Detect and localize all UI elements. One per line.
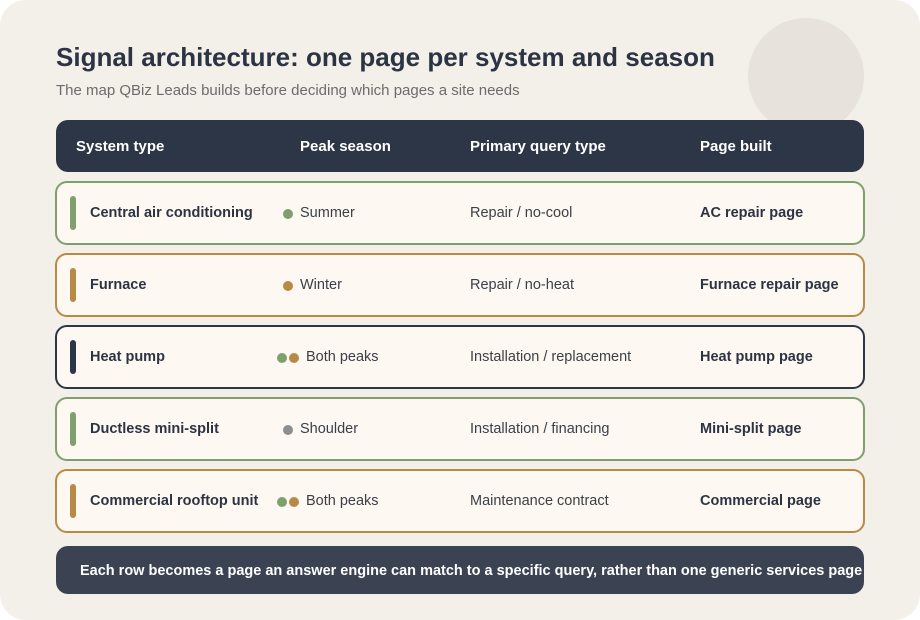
decorative-circle [748,18,864,134]
row-peak-season: Both peaks [306,349,379,365]
season-dot [289,353,299,363]
row-query-type: Maintenance contract [470,493,609,509]
row-accent-bar [70,484,76,518]
season-dot [283,209,293,219]
page-subtitle: The map QBiz Leads builds before deciding which pages a site needs [56,82,520,99]
row-peak-season: Summer [300,205,355,221]
season-dot [277,497,287,507]
table-row [55,325,865,389]
row-accent-bar [70,412,76,446]
page-title: Signal architecture: one page per system and season [56,42,715,72]
table-row [55,469,865,533]
header-primary-query-type: Primary query type [470,138,606,155]
table-row [55,397,865,461]
row-query-type: Installation / financing [470,421,610,437]
row-query-type: Installation / replacement [470,349,632,365]
row-accent-bar [70,196,76,230]
row-peak-season: Both peaks [306,493,379,509]
header-page-built: Page built [700,138,772,155]
header-peak-season: Peak season [300,138,391,155]
row-system-type: Heat pump [90,349,165,365]
footer-text: Each row becomes a page an answer engine can match to a specific query, rather than one generic services page [80,563,863,579]
row-system-type: Furnace [90,277,147,293]
table-row [55,253,865,317]
season-dots [277,497,299,507]
row-page-built: Commercial page [700,493,821,509]
row-system-type: Central air conditioning [90,205,253,221]
row-query-type: Repair / no-cool [470,205,573,221]
row-peak-season: Shoulder [300,421,359,437]
row-system-type: Commercial rooftop unit [90,493,259,509]
row-page-built: AC repair page [700,205,804,221]
table-header [56,120,864,172]
row-page-built: Mini-split page [700,421,802,437]
row-page-built: Heat pump page [700,349,813,365]
row-accent-bar [70,340,76,374]
table-row [55,181,865,245]
footer-note [56,546,864,594]
row-peak-season: Winter [300,277,342,293]
row-system-type: Ductless mini-split [90,421,219,437]
row-query-type: Repair / no-heat [470,277,574,293]
season-dots [283,281,293,291]
row-page-built: Furnace repair page [700,277,839,293]
season-dot [277,353,287,363]
season-dot [289,497,299,507]
season-dots [277,353,299,363]
row-accent-bar [70,268,76,302]
season-dots [283,425,293,435]
season-dot [283,425,293,435]
header-system-type: System type [76,138,165,155]
season-dot [283,281,293,291]
season-dots [283,209,293,219]
